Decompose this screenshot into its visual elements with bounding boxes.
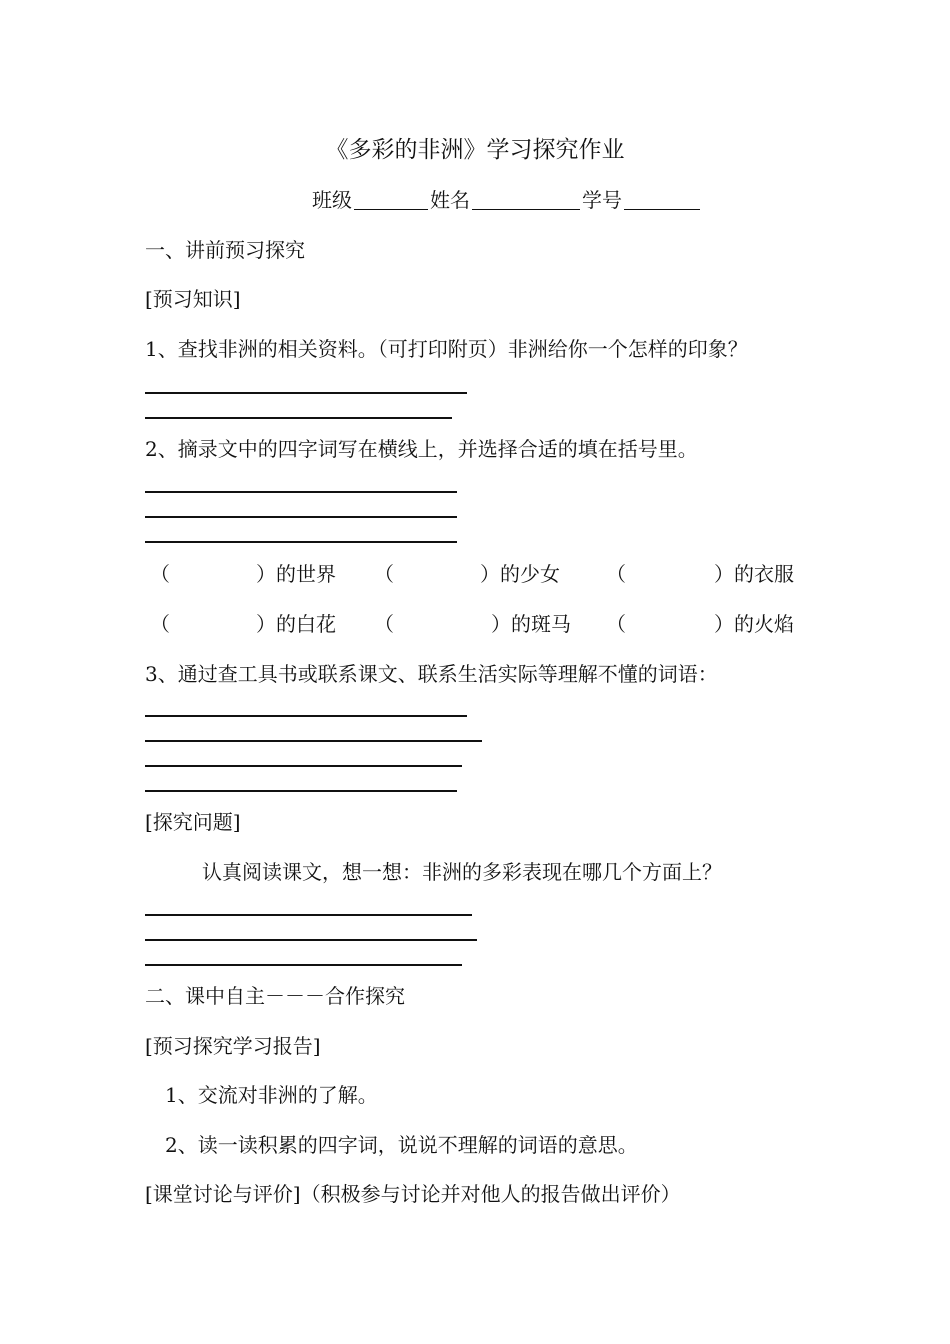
id-label: 学号: [582, 188, 622, 212]
id-blank[interactable]: [624, 189, 700, 210]
question-3: 3、通过查工具书或联系课文、联系生活实际等理解不懂的词语：: [145, 662, 718, 686]
answer-line[interactable]: [145, 740, 482, 742]
answer-line[interactable]: [145, 541, 457, 543]
paren-phrase: ）的白花: [256, 612, 336, 636]
class-label: 班级: [312, 188, 352, 212]
paren-phrase: ）的斑马: [491, 612, 571, 636]
page-title: 《多彩的非洲》学习探究作业: [325, 137, 625, 163]
preview-heading: [预习知识]: [145, 287, 241, 311]
answer-line[interactable]: [145, 765, 462, 767]
paren-phrase: ）的火焰: [714, 612, 794, 636]
section2-heading: 二、课中自主－－－合作探究: [145, 984, 405, 1008]
paren-open: （: [150, 562, 170, 586]
name-label: 姓名: [430, 188, 470, 212]
answer-line[interactable]: [145, 715, 467, 717]
answer-line[interactable]: [145, 417, 452, 419]
report-heading: [预习探究学习报告]: [145, 1034, 321, 1058]
paren-open: （: [374, 562, 394, 586]
answer-line[interactable]: [145, 914, 472, 916]
answer-line[interactable]: [145, 516, 457, 518]
student-info-line: [312, 189, 702, 210]
name-blank[interactable]: [472, 189, 580, 210]
report-item-1: 1、交流对非洲的了解。: [165, 1083, 378, 1107]
answer-line[interactable]: [145, 964, 462, 966]
paren-open: （: [606, 562, 626, 586]
answer-line[interactable]: [145, 790, 457, 792]
answer-line[interactable]: [145, 939, 477, 941]
paren-phrase: ）的少女: [480, 562, 560, 586]
report-item-2: 2、读一读积累的四字词，说说不理解的词语的意思。: [165, 1133, 638, 1157]
paren-open: （: [374, 612, 394, 636]
section1-heading: 一、讲前预习探究: [145, 238, 305, 262]
paren-open: （: [606, 612, 626, 636]
question-1: 1、查找非洲的相关资料。（可打印附页）非洲给你一个怎样的印象？: [145, 337, 748, 361]
explore-question: 认真阅读课文，想一想：非洲的多彩表现在哪几个方面上？: [202, 860, 722, 884]
class-blank[interactable]: [354, 189, 428, 210]
discussion-heading: [课堂讨论与评价]（积极参与讨论并对他人的报告做出评价）: [145, 1182, 681, 1206]
paren-phrase: ）的世界: [256, 562, 336, 586]
paren-open: （: [150, 612, 170, 636]
question-2: 2、摘录文中的四字词写在横线上，并选择合适的填在括号里。: [145, 437, 698, 461]
answer-line[interactable]: [145, 392, 467, 394]
answer-line[interactable]: [145, 491, 457, 493]
paren-phrase: ）的衣服: [714, 562, 794, 586]
explore-heading: [探究问题]: [145, 810, 241, 834]
